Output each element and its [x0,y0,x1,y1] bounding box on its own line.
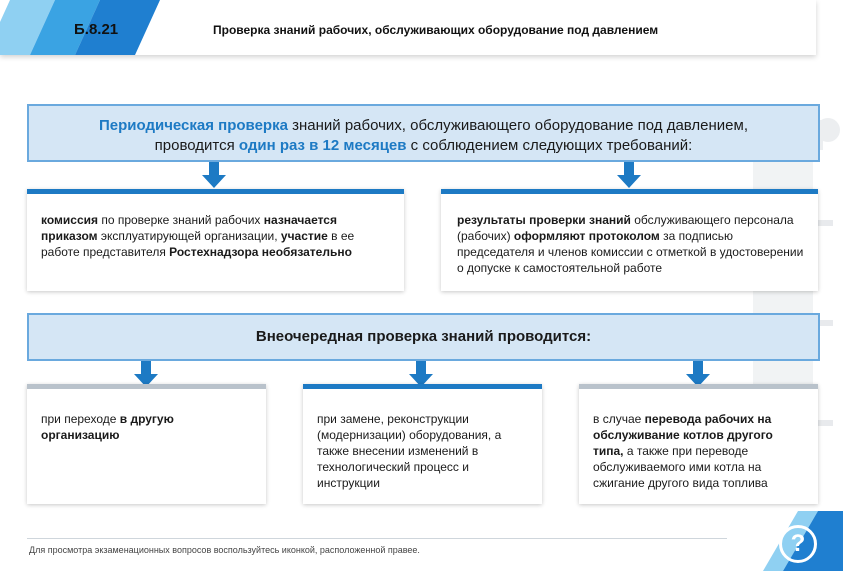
commission-requirement-box [27,189,404,291]
box-text-bold: оформляют протоколом [513,229,660,243]
footer-note: Для просмотра экзаменационных вопросов воспользуйтесь иконкой, расположенной правее. [29,545,420,555]
box-text-bold: назначается приказом [41,213,337,243]
box-text-bold: Ростехнадзора необязательно [169,245,352,259]
banner-text: знаний рабочих, обслуживающего оборудование под давлением, [287,117,749,134]
periodic-check-banner [27,104,820,162]
page-title: Проверка знаний рабочих, обслуживающих оборудование под давлением [213,23,659,37]
box-text: по проверке знаний рабочих [98,213,264,227]
equipment-change-box [303,384,542,504]
box-text: при замене, реконструкции (модернизации) оборудования, а также внесении изменений в технологический процесс и инструкции [317,412,502,490]
help-question-button[interactable]: ? [779,525,817,563]
box-text: эксплуатирующей организации, [97,229,281,243]
results-requirement-box [441,189,818,291]
box-text: в ее работе представителя [41,229,355,259]
box-text: в случае [593,412,645,426]
footer-divider [27,538,727,539]
banner-text: проводится [154,137,239,154]
box-text: при переходе [41,412,120,426]
arrow-down-icon [617,162,641,188]
box-text: обслуживающего персонала (рабочих) [457,213,794,243]
arrow-down-icon [202,162,226,188]
boiler-type-change-box [579,384,818,504]
banner-text: с соблюдением следующих требований: [406,137,693,154]
box-text-bold: перевода рабочих на обслуживание котлов другого типа, [593,412,773,458]
box-text-bold: комиссия [41,213,98,227]
header-bar [0,0,816,55]
extraordinary-check-banner: Внеочередная проверка знаний проводится: [27,313,820,361]
question-code: Б.8.21 [74,21,119,38]
box-text-bold: участие [280,229,328,243]
box-text: а также при переводе обслуживаемого ими котла на сжигание другого вида топлива [593,444,768,490]
transfer-organization-box [27,384,266,504]
box-text: за подписью председателя и членов комиссии с отметкой в удостоверении о допуске к самостоятельной работе [457,229,804,275]
box-text-bold: в другую организацию [41,412,174,442]
banner-highlight-frequency: один раз в 12 месяцев [238,137,407,154]
box-text-bold: результаты проверки знаний [457,213,631,227]
banner-highlight-periodic: Периодическая проверка [98,117,288,134]
